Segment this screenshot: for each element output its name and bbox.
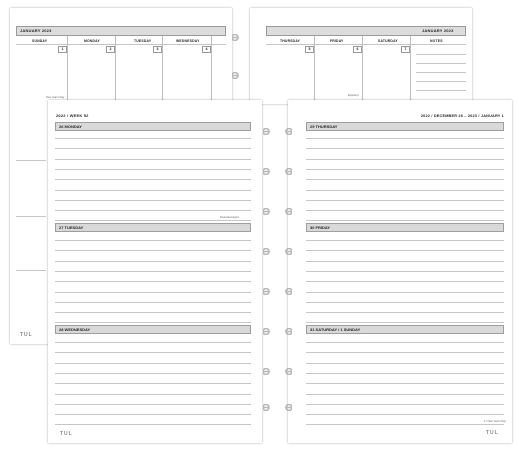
- binder-ring: [281, 248, 292, 255]
- ruled-line: [55, 220, 251, 221]
- ruled-line: [55, 373, 251, 374]
- ruled-line: [55, 383, 251, 384]
- day-label: 26 MONDAY: [59, 124, 82, 129]
- binder-ring: [263, 128, 274, 135]
- day-label: 28 WEDNESDAY: [59, 327, 91, 332]
- notes-line: [416, 63, 466, 64]
- binder-ring: [232, 34, 243, 41]
- holiday-note: Epiphany: [348, 94, 359, 97]
- notes-line: [416, 54, 466, 55]
- date-box: 1: [58, 46, 67, 53]
- notes-line: [416, 72, 466, 73]
- ruled-line: [55, 404, 251, 405]
- day-header: [306, 122, 504, 131]
- notes-line: [416, 81, 466, 82]
- ruled-line: [55, 159, 251, 160]
- binder-ring: [281, 368, 292, 375]
- back-right-page: [250, 8, 472, 104]
- ruled-line: [306, 342, 504, 343]
- ruled-line: [55, 424, 251, 425]
- binder-ring: [263, 168, 274, 175]
- day-header: [55, 325, 251, 334]
- ruled-line: [55, 190, 251, 191]
- month-title: JANUARY 2023: [20, 28, 52, 33]
- day-label: 29 THURSDAY: [310, 124, 338, 129]
- ruled-line: [306, 190, 504, 191]
- notes-line: [416, 90, 466, 91]
- binder-ring: [232, 72, 243, 79]
- brand-logo: TUL: [20, 332, 33, 338]
- ruled-line: [55, 240, 251, 241]
- ruled-line: [306, 271, 504, 272]
- row-divider: [16, 160, 46, 161]
- binder-ring: [263, 328, 274, 335]
- ruled-line: [306, 404, 504, 405]
- day-name: TUESDAY: [134, 39, 152, 43]
- holiday-note: New Year's Day: [46, 96, 65, 99]
- ruled-line: [55, 322, 251, 323]
- column-divider: [314, 36, 315, 104]
- date-box: 2: [106, 46, 115, 53]
- front-left-page: [48, 100, 262, 443]
- range-title: 2022 / DECEMBER 26 – 2023 / JANUARY 1: [420, 114, 504, 118]
- day-header: [306, 223, 504, 232]
- day-header-line: [266, 44, 466, 45]
- binder-ring: [263, 404, 274, 411]
- ruled-line: [306, 159, 504, 160]
- ruled-line: [306, 220, 504, 221]
- day-name: FRIDAY: [330, 39, 344, 43]
- day-header: [55, 223, 251, 232]
- ruled-line: [55, 179, 251, 180]
- ruled-line: [55, 394, 251, 395]
- ruled-line: [306, 363, 504, 364]
- ruled-line: [55, 250, 251, 251]
- ruled-line: [306, 302, 504, 303]
- day-header: [306, 325, 504, 334]
- month-title: JANUARY 2023: [422, 28, 454, 33]
- column-divider: [410, 36, 411, 104]
- ruled-line: [306, 210, 504, 211]
- day-label: 27 TUESDAY: [59, 225, 84, 230]
- ruled-line: [306, 394, 504, 395]
- ruled-line: [306, 292, 504, 293]
- binder-ring: [281, 128, 292, 135]
- ruled-line: [55, 363, 251, 364]
- ruled-line: [55, 342, 251, 343]
- date-box: 7: [401, 46, 410, 53]
- ruled-line: [306, 200, 504, 201]
- binder-ring: [263, 368, 274, 375]
- ruled-line: [306, 312, 504, 313]
- ruled-line: [306, 261, 504, 262]
- binder-ring: [263, 288, 274, 295]
- column-divider: [362, 36, 363, 104]
- ruled-line: [306, 138, 504, 139]
- day-name: WEDNESDAY: [176, 39, 200, 43]
- ruled-line: [55, 414, 251, 415]
- date-box: 4: [202, 46, 211, 53]
- ruled-line: [55, 200, 251, 201]
- ruled-line: [306, 424, 504, 425]
- ruled-line: [306, 373, 504, 374]
- brand-logo: TUL: [486, 430, 499, 436]
- ruled-line: [306, 169, 504, 170]
- date-box: 5: [305, 46, 314, 53]
- ruled-line: [55, 169, 251, 170]
- ruled-line: [55, 271, 251, 272]
- ruled-line: [55, 302, 251, 303]
- front-right-page: [288, 100, 512, 443]
- day-name: THURSDAY: [280, 39, 301, 43]
- brand-logo: TUL: [60, 431, 73, 437]
- binder-ring: [281, 288, 292, 295]
- day-label: 30 FRIDAY: [310, 225, 331, 230]
- ruled-line: [55, 148, 251, 149]
- day-name: MONDAY: [84, 39, 100, 43]
- ruled-line: [55, 210, 251, 211]
- row-divider: [16, 270, 46, 271]
- day-header: [55, 122, 251, 131]
- day-header-line: [16, 44, 226, 45]
- week-title: 2022 / WEEK 52: [56, 113, 89, 118]
- date-box: 6: [353, 46, 362, 53]
- ruled-line: [306, 179, 504, 180]
- ruled-line: [306, 383, 504, 384]
- ruled-line: [55, 261, 251, 262]
- day-label: 31 SATURDAY / 1 SUNDAY: [310, 327, 361, 332]
- day-name: NOTES: [430, 39, 443, 43]
- ruled-line: [306, 240, 504, 241]
- holiday-note: Kwanzaa begins: [220, 216, 240, 219]
- ruled-line: [55, 281, 251, 282]
- binder-ring: [281, 208, 292, 215]
- day-name: SUNDAY: [32, 39, 48, 43]
- holiday-note: 1 / New Year's Day: [484, 420, 506, 423]
- ruled-line: [306, 414, 504, 415]
- binder-ring: [281, 168, 292, 175]
- day-name: SATURDAY: [378, 39, 398, 43]
- binder-ring: [281, 328, 292, 335]
- binder-ring: [263, 248, 274, 255]
- binder-ring: [263, 208, 274, 215]
- ruled-line: [55, 312, 251, 313]
- ruled-line: [55, 138, 251, 139]
- ruled-line: [306, 352, 504, 353]
- date-box: 3: [153, 46, 162, 53]
- ruled-line: [306, 148, 504, 149]
- ruled-line: [306, 250, 504, 251]
- binder-ring: [281, 404, 292, 411]
- ruled-line: [55, 292, 251, 293]
- ruled-line: [55, 352, 251, 353]
- ruled-line: [306, 322, 504, 323]
- ruled-line: [306, 281, 504, 282]
- row-divider: [16, 216, 46, 217]
